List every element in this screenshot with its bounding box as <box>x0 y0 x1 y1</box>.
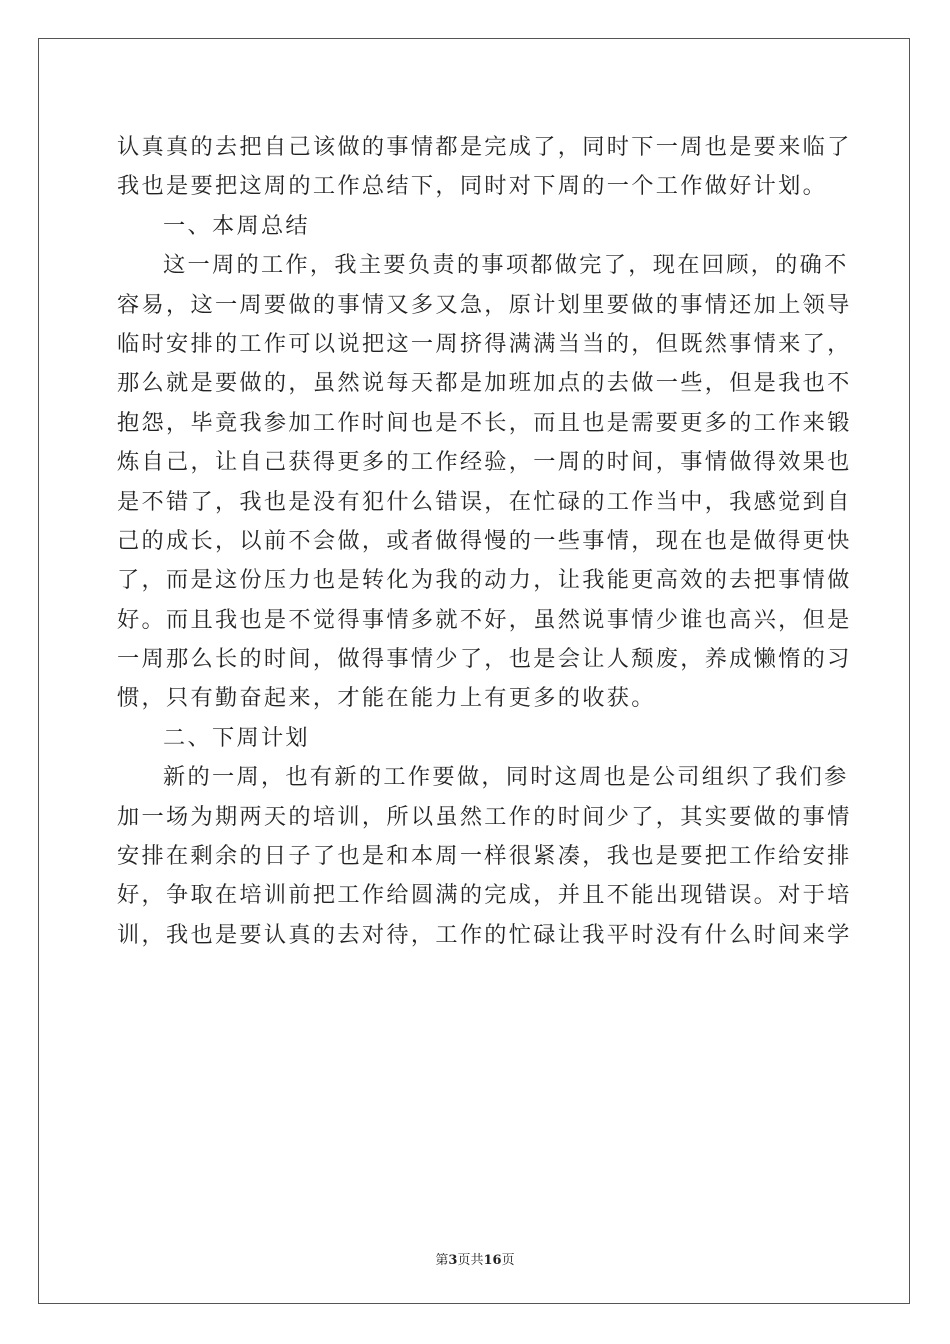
page-footer <box>0 1249 950 1268</box>
total-prefix: 共 <box>470 1253 484 1268</box>
text-line: 加一场为期两天的培训，所以虽然工作的时间少了，其实要做的事情 <box>117 803 852 830</box>
text-line: 了，而是这份压力也是转化为我的动力，让我能更高效的去把事情做 <box>117 567 852 594</box>
total-suffix: 页 <box>501 1253 515 1268</box>
text-line: 炼自己，让自己获得更多的工作经验，一周的时间，事情做得效果也 <box>117 449 852 476</box>
total-pages: 16 <box>483 1253 502 1268</box>
text-line: 是不错了，我也是没有犯什么错误，在忙碌的工作当中，我感觉到自 <box>117 488 852 515</box>
text-line: 抱怨，毕竟我参加工作时间也是不长，而且也是需要更多的工作来锻 <box>117 409 852 436</box>
text-line: 好。而且我也是不觉得事情多就不好，虽然说事情少谁也高兴，但是 <box>117 606 852 633</box>
text-line: 训，我也是要认真的去对待，工作的忙碌让我平时没有什么时间来学 <box>117 921 852 948</box>
text-line: 容易，这一周要做的事情又多又急，原计划里要做的事情还加上领导 <box>117 291 852 318</box>
section-heading: 一、本周总结 <box>163 212 310 239</box>
document-body <box>117 128 852 955</box>
page-prefix: 第 <box>435 1253 449 1268</box>
page-suffix: 页 <box>457 1253 471 1268</box>
text-line: 己的成长，以前不会做，或者做得慢的一些事情，现在也是做得更快 <box>117 527 852 554</box>
section-heading: 二、下周计划 <box>163 724 310 751</box>
text-line: 这一周的工作，我主要负责的事项都做完了，现在回顾，的确不 <box>163 252 849 279</box>
text-line: 惯，只有勤奋起来，才能在能力上有更多的收获。 <box>117 685 656 712</box>
page-number: 3 <box>448 1253 458 1268</box>
text-line: 新的一周，也有新的工作要做，同时这周也是公司组织了我们参 <box>163 764 849 791</box>
text-line: 安排在剩余的日子了也是和本周一样很紧凑，我也是要把工作给安排 <box>117 843 852 870</box>
text-line: 临时安排的工作可以说把这一周挤得满满当当的，但既然事情来了， <box>117 330 852 357</box>
text-line: 认真真的去把自己该做的事情都是完成了，同时下一周也是要来临了 <box>117 134 852 160</box>
text-line: 那么就是要做的，虽然说每天都是加班加点的去做一些，但是我也不 <box>117 370 852 397</box>
text-line: 我也是要把这周的工作总结下，同时对下周的一个工作做好计划。 <box>117 173 828 200</box>
text-line: 一周那么长的时间，做得事情少了，也是会让人颓废，养成懒惰的习 <box>117 646 852 673</box>
text-line: 好，争取在培训前把工作给圆满的完成，并且不能出现错误。对于培 <box>117 882 852 909</box>
